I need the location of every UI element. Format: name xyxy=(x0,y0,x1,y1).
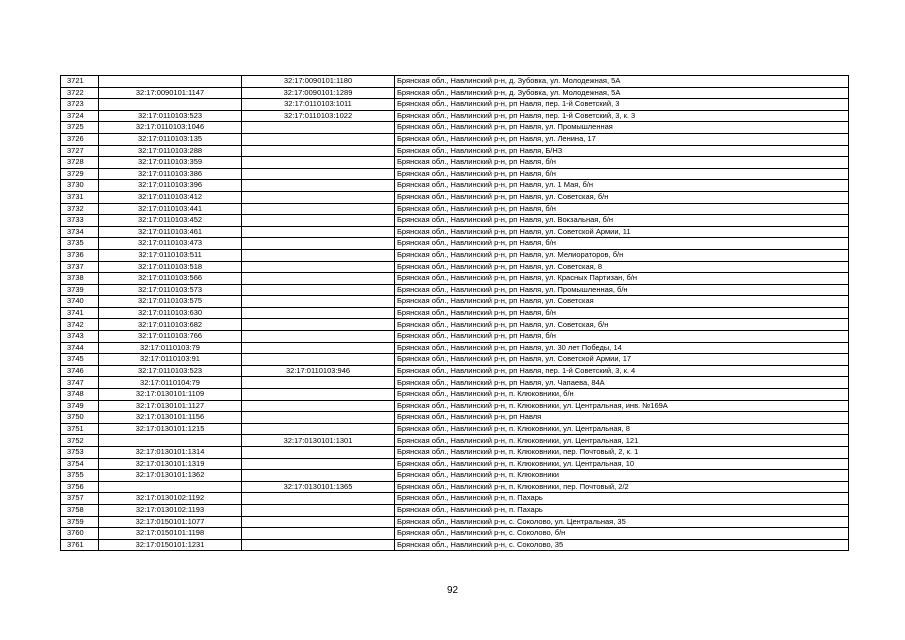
related-cadastral-number-cell xyxy=(242,377,395,389)
table-row xyxy=(61,157,849,169)
cadastral-number-cell: 32:17:0130101:1362 xyxy=(99,470,242,482)
table-row xyxy=(61,110,849,122)
address-cell: Брянская обл., Навлинский р-н, рп Навля, ул. Ленина, 17 xyxy=(395,133,849,145)
related-cadastral-number-cell xyxy=(242,458,395,470)
row-number-cell: 3734 xyxy=(61,226,99,238)
cadastral-number-cell: 32:17:0110103:288 xyxy=(99,145,242,157)
related-cadastral-number-cell xyxy=(242,354,395,366)
row-number-cell: 3736 xyxy=(61,249,99,261)
row-number-cell: 3748 xyxy=(61,389,99,401)
cadastral-number-cell: 32:17:0110103:386 xyxy=(99,168,242,180)
related-cadastral-number-cell xyxy=(242,331,395,343)
table-row xyxy=(61,122,849,134)
table-row xyxy=(61,447,849,459)
cadastral-number-cell xyxy=(99,435,242,447)
table-row xyxy=(61,493,849,505)
table-row xyxy=(61,99,849,111)
related-cadastral-number-cell: 32:17:0110103:1022 xyxy=(242,110,395,122)
row-number-cell: 3725 xyxy=(61,122,99,134)
address-cell: Брянская обл., Навлинский р-н, рп Навля, б/н xyxy=(395,307,849,319)
table-row xyxy=(61,307,849,319)
address-cell: Брянская обл., Навлинский р-н, с. Соколово, б/н xyxy=(395,528,849,540)
address-cell: Брянская обл., Навлинский р-н, рп Навля, ул. Мелиораторов, б/н xyxy=(395,249,849,261)
address-cell: Брянская обл., Навлинский р-н, п. Клюковники, ул. Центральная, 10 xyxy=(395,458,849,470)
row-number-cell: 3738 xyxy=(61,273,99,285)
row-number-cell: 3727 xyxy=(61,145,99,157)
cadastral-number-cell: 32:17:0130101:1215 xyxy=(99,423,242,435)
row-number-cell: 3750 xyxy=(61,412,99,424)
table-row xyxy=(61,180,849,192)
address-cell: Брянская обл., Навлинский р-н, п. Клюковники, ул. Центральная, инв. №169А xyxy=(395,400,849,412)
table-row xyxy=(61,273,849,285)
cadastral-number-cell: 32:17:0110103:452 xyxy=(99,215,242,227)
row-number-cell: 3728 xyxy=(61,157,99,169)
row-number-cell: 3755 xyxy=(61,470,99,482)
row-number-cell: 3739 xyxy=(61,284,99,296)
related-cadastral-number-cell xyxy=(242,342,395,354)
related-cadastral-number-cell xyxy=(242,284,395,296)
address-cell: Брянская обл., Навлинский р-н, д. Зубовка, ул. Молодежная, 5А xyxy=(395,76,849,88)
address-cell: Брянская обл., Навлинский р-н, п. Клюковники, пер. Почтовый, 2/2 xyxy=(395,481,849,493)
related-cadastral-number-cell xyxy=(242,226,395,238)
address-cell: Брянская обл., Навлинский р-н, рп Навля, б/н xyxy=(395,238,849,250)
address-cell: Брянская обл., Навлинский р-н, п. Клюковники, ул. Центральная, 121 xyxy=(395,435,849,447)
table-row xyxy=(61,261,849,273)
row-number-cell: 3759 xyxy=(61,516,99,528)
row-number-cell: 3742 xyxy=(61,319,99,331)
address-cell: Брянская обл., Навлинский р-н, рп Навля, ул. Советская, б/н xyxy=(395,191,849,203)
row-number-cell: 3730 xyxy=(61,180,99,192)
address-cell: Брянская обл., Навлинский р-н, рп Навля, ул. 1 Мая, б/н xyxy=(395,180,849,192)
address-cell: Брянская обл., Навлинский р-н, п. Клюковники xyxy=(395,470,849,482)
address-cell: Брянская обл., Навлинский р-н, рп Навля, ул. Советской Армии, 11 xyxy=(395,226,849,238)
cadastral-number-cell: 32:17:0150101:1198 xyxy=(99,528,242,540)
row-number-cell: 3737 xyxy=(61,261,99,273)
row-number-cell: 3756 xyxy=(61,481,99,493)
cadastral-number-cell: 32:17:0130101:1314 xyxy=(99,447,242,459)
table-row xyxy=(61,481,849,493)
related-cadastral-number-cell xyxy=(242,296,395,308)
cadastral-number-cell: 32:17:0110103:412 xyxy=(99,191,242,203)
cadastral-number-cell: 32:17:0090101:1147 xyxy=(99,87,242,99)
row-number-cell: 3752 xyxy=(61,435,99,447)
address-cell: Брянская обл., Навлинский р-н, д. Зубовка, ул. Молодежная, 5А xyxy=(395,87,849,99)
row-number-cell: 3754 xyxy=(61,458,99,470)
cadastral-number-cell: 32:17:0110103:359 xyxy=(99,157,242,169)
address-cell: Брянская обл., Навлинский р-н, рп Навля, б/н xyxy=(395,331,849,343)
address-cell: Брянская обл., Навлинский р-н, с. Соколово, ул. Центральная, 35 xyxy=(395,516,849,528)
address-cell: Брянская обл., Навлинский р-н, рп Навля, ул. Промышленная, б/н xyxy=(395,284,849,296)
related-cadastral-number-cell xyxy=(242,261,395,273)
address-cell: Брянская обл., Навлинский р-н, рп Навля, ул. Чапаева, 84А xyxy=(395,377,849,389)
table-row xyxy=(61,284,849,296)
row-number-cell: 3723 xyxy=(61,99,99,111)
cadastral-number-cell: 32:17:0110103:573 xyxy=(99,284,242,296)
table-row xyxy=(61,504,849,516)
cadastral-number-cell: 32:17:0110103:575 xyxy=(99,296,242,308)
row-number-cell: 3729 xyxy=(61,168,99,180)
related-cadastral-number-cell: 32:17:0130101:1365 xyxy=(242,481,395,493)
address-cell: Брянская обл., Навлинский р-н, п. Пахарь xyxy=(395,493,849,505)
related-cadastral-number-cell: 32:17:0090101:1180 xyxy=(242,76,395,88)
table-row xyxy=(61,389,849,401)
related-cadastral-number-cell xyxy=(242,516,395,528)
related-cadastral-number-cell xyxy=(242,447,395,459)
related-cadastral-number-cell xyxy=(242,168,395,180)
row-number-cell: 3726 xyxy=(61,133,99,145)
row-number-cell: 3721 xyxy=(61,76,99,88)
related-cadastral-number-cell: 32:17:0090101:1289 xyxy=(242,87,395,99)
related-cadastral-number-cell xyxy=(242,215,395,227)
row-number-cell: 3740 xyxy=(61,296,99,308)
table-row xyxy=(61,539,849,551)
row-number-cell: 3731 xyxy=(61,191,99,203)
related-cadastral-number-cell xyxy=(242,145,395,157)
table-row xyxy=(61,377,849,389)
row-number-cell: 3758 xyxy=(61,504,99,516)
table-row xyxy=(61,133,849,145)
table-row xyxy=(61,342,849,354)
row-number-cell: 3745 xyxy=(61,354,99,366)
cadastral-number-cell: 32:17:0110103:518 xyxy=(99,261,242,273)
cadastral-number-cell: 32:17:0110103:523 xyxy=(99,365,242,377)
related-cadastral-number-cell xyxy=(242,400,395,412)
row-number-cell: 3753 xyxy=(61,447,99,459)
cadastral-number-cell: 32:17:0130101:1156 xyxy=(99,412,242,424)
cadastral-number-cell: 32:17:0130101:1109 xyxy=(99,389,242,401)
table-row xyxy=(61,331,849,343)
table-row xyxy=(61,145,849,157)
cadastral-number-cell: 32:17:0130102:1193 xyxy=(99,504,242,516)
cadastral-number-cell: 32:17:0110103:766 xyxy=(99,331,242,343)
related-cadastral-number-cell xyxy=(242,423,395,435)
related-cadastral-number-cell: 32:17:0110103:946 xyxy=(242,365,395,377)
related-cadastral-number-cell xyxy=(242,238,395,250)
cadastral-number-cell: 32:17:0110103:566 xyxy=(99,273,242,285)
address-cell: Брянская обл., Навлинский р-н, рп Навля, ул. Красных Партизан, б/н xyxy=(395,273,849,285)
row-number-cell: 3733 xyxy=(61,215,99,227)
row-number-cell: 3732 xyxy=(61,203,99,215)
address-cell: Брянская обл., Навлинский р-н, п. Клюковники, ул. Центральная, 8 xyxy=(395,423,849,435)
table-row xyxy=(61,296,849,308)
address-cell: Брянская обл., Навлинский р-н, рп Навля, б/н xyxy=(395,168,849,180)
cadastral-number-cell: 32:17:0110103:1046 xyxy=(99,122,242,134)
cadastral-number-cell: 32:17:0110103:461 xyxy=(99,226,242,238)
table-row xyxy=(61,354,849,366)
related-cadastral-number-cell xyxy=(242,470,395,482)
row-number-cell: 3757 xyxy=(61,493,99,505)
table-row xyxy=(61,400,849,412)
row-number-cell: 3760 xyxy=(61,528,99,540)
related-cadastral-number-cell xyxy=(242,493,395,505)
row-number-cell: 3749 xyxy=(61,400,99,412)
table-row xyxy=(61,87,849,99)
cadastral-number-cell: 32:17:0110103:682 xyxy=(99,319,242,331)
table-row xyxy=(61,191,849,203)
row-number-cell: 3735 xyxy=(61,238,99,250)
address-cell: Брянская обл., Навлинский р-н, рп Навля, ул. Советская xyxy=(395,296,849,308)
cadastral-number-cell: 32:17:0110103:630 xyxy=(99,307,242,319)
related-cadastral-number-cell xyxy=(242,203,395,215)
row-number-cell: 3747 xyxy=(61,377,99,389)
address-cell: Брянская обл., Навлинский р-н, п. Клюковники, пер. Почтовый, 2, к. 1 xyxy=(395,447,849,459)
cadastral-number-cell: 32:17:0130101:1319 xyxy=(99,458,242,470)
related-cadastral-number-cell xyxy=(242,133,395,145)
records-table xyxy=(60,75,849,551)
table-row xyxy=(61,203,849,215)
related-cadastral-number-cell xyxy=(242,249,395,261)
table-row xyxy=(61,168,849,180)
related-cadastral-number-cell xyxy=(242,389,395,401)
table-row xyxy=(61,215,849,227)
row-number-cell: 3722 xyxy=(61,87,99,99)
address-cell: Брянская обл., Навлинский р-н, рп Навля, ул. Промышленная xyxy=(395,122,849,134)
row-number-cell: 3741 xyxy=(61,307,99,319)
row-number-cell: 3724 xyxy=(61,110,99,122)
table-row xyxy=(61,412,849,424)
address-cell: Брянская обл., Навлинский р-н, рп Навля, б/н xyxy=(395,203,849,215)
related-cadastral-number-cell xyxy=(242,539,395,551)
address-cell: Брянская обл., Навлинский р-н, рп Навля, пер. 1-й Советский, 3, к. 4 xyxy=(395,365,849,377)
cadastral-number-cell: 32:17:0110103:441 xyxy=(99,203,242,215)
cadastral-number-cell: 32:17:0110103:79 xyxy=(99,342,242,354)
related-cadastral-number-cell xyxy=(242,319,395,331)
address-cell: Брянская обл., Навлинский р-н, рп Навля, пер. 1-й Советский, 3 xyxy=(395,99,849,111)
cadastral-number-cell xyxy=(99,99,242,111)
cadastral-number-cell: 32:17:0130102:1192 xyxy=(99,493,242,505)
address-cell: Брянская обл., Навлинский р-н, рп Навля, ул. 30 лет Победы, 14 xyxy=(395,342,849,354)
cadastral-number-cell: 32:17:0110103:135 xyxy=(99,133,242,145)
page-number: 92 xyxy=(446,585,459,596)
address-cell: Брянская обл., Навлинский р-н, рп Навля, ул. Советская, б/н xyxy=(395,319,849,331)
table-row xyxy=(61,319,849,331)
address-cell: Брянская обл., Навлинский р-н, с. Соколово, 35 xyxy=(395,539,849,551)
cadastral-number-cell: 32:17:0110103:511 xyxy=(99,249,242,261)
related-cadastral-number-cell xyxy=(242,307,395,319)
row-number-cell: 3746 xyxy=(61,365,99,377)
cadastral-number-cell xyxy=(99,76,242,88)
related-cadastral-number-cell xyxy=(242,412,395,424)
cadastral-number-cell: 32:17:0110103:523 xyxy=(99,110,242,122)
row-number-cell: 3761 xyxy=(61,539,99,551)
table-row xyxy=(61,435,849,447)
table-row xyxy=(61,226,849,238)
table-row xyxy=(61,238,849,250)
address-cell: Брянская обл., Навлинский р-н, п. Пахарь xyxy=(395,504,849,516)
address-cell: Брянская обл., Навлинский р-н, рп Навля, ул. Советской Армии, 17 xyxy=(395,354,849,366)
address-cell: Брянская обл., Навлинский р-н, рп Навля, ул. Вокзальная, б/н xyxy=(395,215,849,227)
table-row xyxy=(61,516,849,528)
table-row xyxy=(61,470,849,482)
related-cadastral-number-cell: 32:17:0130101:1301 xyxy=(242,435,395,447)
table-row xyxy=(61,249,849,261)
table-row xyxy=(61,458,849,470)
row-number-cell: 3743 xyxy=(61,331,99,343)
related-cadastral-number-cell xyxy=(242,122,395,134)
row-number-cell: 3751 xyxy=(61,423,99,435)
row-number-cell: 3744 xyxy=(61,342,99,354)
cadastral-number-cell: 32:17:0110103:91 xyxy=(99,354,242,366)
cadastral-number-cell: 32:17:0110103:396 xyxy=(99,180,242,192)
cadastral-number-cell xyxy=(99,481,242,493)
related-cadastral-number-cell xyxy=(242,528,395,540)
cadastral-number-cell: 32:17:0150101:1077 xyxy=(99,516,242,528)
cadastral-number-cell: 32:17:0110103:473 xyxy=(99,238,242,250)
cadastral-number-cell: 32:17:0150101:1231 xyxy=(99,539,242,551)
address-cell: Брянская обл., Навлинский р-н, п. Клюковники, б/н xyxy=(395,389,849,401)
records-table-body xyxy=(61,76,849,551)
related-cadastral-number-cell xyxy=(242,191,395,203)
table-row xyxy=(61,423,849,435)
table-row xyxy=(61,76,849,88)
table-row xyxy=(61,528,849,540)
address-cell: Брянская обл., Навлинский р-н, рп Навля xyxy=(395,412,849,424)
related-cadastral-number-cell xyxy=(242,504,395,516)
cadastral-number-cell: 32:17:0110104:79 xyxy=(99,377,242,389)
address-cell: Брянская обл., Навлинский р-н, рп Навля, ул. Советская, 8 xyxy=(395,261,849,273)
address-cell: Брянская обл., Навлинский р-н, рп Навля, Б/НЗ xyxy=(395,145,849,157)
table-row xyxy=(61,365,849,377)
related-cadastral-number-cell xyxy=(242,273,395,285)
related-cadastral-number-cell xyxy=(242,180,395,192)
address-cell: Брянская обл., Навлинский р-н, рп Навля, пер. 1-й Советский, 3, к. 3 xyxy=(395,110,849,122)
address-cell: Брянская обл., Навлинский р-н, рп Навля, б/н xyxy=(395,157,849,169)
related-cadastral-number-cell xyxy=(242,157,395,169)
related-cadastral-number-cell: 32:17:0110103:1011 xyxy=(242,99,395,111)
cadastral-number-cell: 32:17:0130101:1127 xyxy=(99,400,242,412)
